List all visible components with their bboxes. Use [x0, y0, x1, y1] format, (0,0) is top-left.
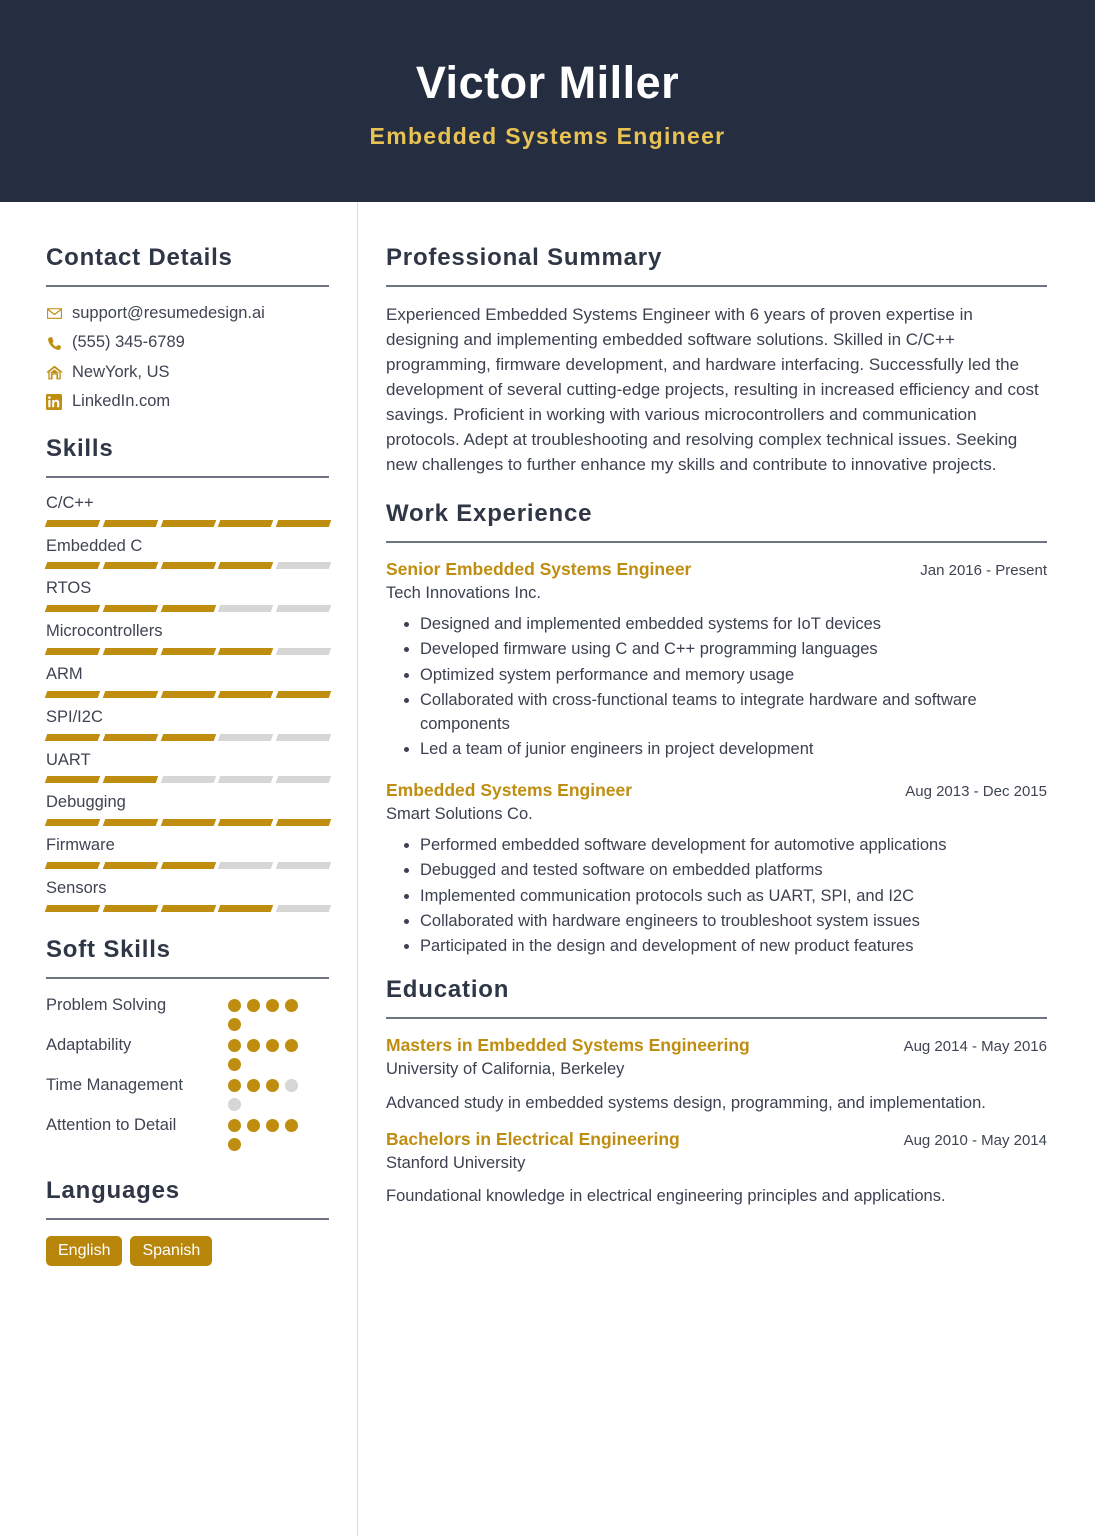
- skill-item: [46, 751, 329, 784]
- education-entry-list: [386, 1035, 1047, 1208]
- section-professional-summary: [386, 244, 1047, 478]
- skill-bar-segment: [276, 905, 331, 912]
- skill-name: UART: [46, 750, 91, 769]
- skill-bar-segment: [276, 520, 331, 527]
- skill-bar-segment: [160, 520, 215, 527]
- skill-bar-segment: [45, 648, 100, 655]
- section-heading-languages: Languages: [46, 1176, 180, 1204]
- section-divider: [386, 1017, 1047, 1019]
- skill-bar-segment: [103, 520, 158, 527]
- work-bullet: • Performed embedded software development for automotive applications: [420, 833, 1047, 857]
- skill-bar-segment: [160, 862, 215, 869]
- soft-skill-dot: [228, 1098, 241, 1111]
- skill-name: SPI/I2C: [46, 707, 103, 726]
- work-bullet: • Participated in the design and development of new product features: [420, 934, 1047, 958]
- section-heading-soft-skills: Soft Skills: [46, 935, 171, 963]
- soft-skills-list: [46, 995, 329, 1151]
- skill-name: Firmware: [46, 836, 115, 855]
- phone-icon: [46, 335, 72, 352]
- soft-skill-dot: [247, 1039, 260, 1052]
- skill-bar-segment: [276, 734, 331, 741]
- contact-item[interactable]: [46, 362, 329, 383]
- section-education: [386, 976, 1047, 1208]
- skill-item: [46, 494, 329, 527]
- work-entry-list: [386, 559, 1047, 958]
- soft-skill-rating: [228, 1035, 304, 1071]
- soft-skill-dot: [266, 999, 279, 1012]
- main-content: [358, 202, 1095, 1536]
- education-date-range: Aug 2010 - May 2014: [903, 1131, 1047, 1149]
- skill-level-bar: [46, 691, 330, 698]
- education-entry-header: [386, 1035, 1047, 1057]
- section-divider: [46, 285, 329, 287]
- skill-bar-segment: [103, 862, 158, 869]
- work-entry-header: [386, 780, 1047, 802]
- soft-skill-dot: [228, 1058, 241, 1071]
- skill-item: [46, 708, 329, 741]
- skill-item: [46, 836, 329, 869]
- skill-bar-segment: [276, 776, 331, 783]
- section-languages: [46, 1177, 329, 1267]
- soft-skill-dot: [247, 999, 260, 1012]
- work-bullet: • Collaborated with cross-functional teams to integrate hardware and software components: [420, 688, 1047, 737]
- soft-skill-dot: [228, 1039, 241, 1052]
- education-school: Stanford University: [386, 1153, 526, 1172]
- skill-bar-segment: [45, 862, 100, 869]
- soft-skill-name: Time Management: [46, 1075, 183, 1094]
- soft-skill-name: Problem Solving: [46, 995, 167, 1014]
- envelope-icon: [46, 305, 72, 322]
- work-entry: [386, 780, 1047, 959]
- section-heading-education: Education: [386, 976, 510, 1004]
- skill-bar-segment: [160, 819, 215, 826]
- soft-skill-dot: [228, 1018, 241, 1031]
- work-bullet: • Designed and implemented embedded systems for IoT devices: [420, 612, 1047, 636]
- skill-bar-segment: [276, 562, 331, 569]
- education-entry: [386, 1129, 1047, 1209]
- soft-skill-dot: [266, 1039, 279, 1052]
- skill-bar-segment: [103, 562, 158, 569]
- skill-bar-segment: [103, 776, 158, 783]
- skill-bar-segment: [160, 562, 215, 569]
- work-date-range: Jan 2016 - Present: [920, 561, 1047, 579]
- skill-bar-segment: [218, 905, 273, 912]
- contact-item-text: LinkedIn.com: [72, 392, 171, 411]
- work-bullet-list: [386, 833, 1047, 958]
- home-icon: [46, 364, 72, 381]
- work-bullet-list: [386, 612, 1047, 762]
- skill-bar-segment: [218, 605, 273, 612]
- contact-list: [46, 303, 329, 413]
- resume-header: [0, 0, 1095, 202]
- section-heading-contact: Contact Details: [46, 244, 233, 271]
- skill-bar-segment: [218, 648, 273, 655]
- soft-skill-rating: [228, 1075, 304, 1111]
- soft-skill-dot: [228, 1138, 241, 1151]
- soft-skill-item: [46, 995, 329, 1031]
- section-soft-skills: [46, 936, 329, 1151]
- skill-bar-segment: [218, 691, 273, 698]
- skill-name: Embedded C: [46, 536, 143, 555]
- header-job-title: Embedded Systems Engineer: [369, 123, 726, 150]
- skill-level-bar: [46, 776, 330, 783]
- soft-skill-dot: [228, 1079, 241, 1092]
- skill-bar-segment: [160, 691, 215, 698]
- skill-bar-segment: [103, 734, 158, 741]
- soft-skill-dot: [266, 1079, 279, 1092]
- skill-level-bar: [46, 648, 330, 655]
- skill-bar-segment: [103, 691, 158, 698]
- education-entry: [386, 1035, 1047, 1115]
- skill-bar-segment: [276, 605, 331, 612]
- soft-skill-dot: [247, 1119, 260, 1132]
- work-bullet: • Collaborated with hardware engineers to troubleshoot system issues: [420, 909, 1047, 933]
- skill-bar-segment: [218, 819, 273, 826]
- skill-bar-segment: [160, 734, 215, 741]
- soft-skill-dot: [285, 1079, 298, 1092]
- education-degree: Masters in Embedded Systems Engineering: [386, 1035, 750, 1056]
- skill-bar-segment: [276, 862, 331, 869]
- contact-item[interactable]: [46, 391, 329, 412]
- work-company: Smart Solutions Co.: [386, 804, 533, 823]
- skill-bar-segment: [45, 819, 100, 826]
- section-work-experience: [386, 500, 1047, 958]
- section-heading-summary: Professional Summary: [386, 244, 663, 271]
- skill-level-bar: [46, 819, 330, 826]
- skill-name: Sensors: [46, 878, 107, 897]
- work-date-range: Aug 2013 - Dec 2015: [905, 782, 1047, 800]
- skill-name: ARM: [46, 664, 83, 683]
- skill-level-bar: [46, 605, 330, 612]
- contact-item-text: (555) 345-6789: [72, 333, 185, 352]
- work-job-title: Embedded Systems Engineer: [386, 779, 633, 800]
- work-job-title: Senior Embedded Systems Engineer: [386, 558, 692, 579]
- skill-name: RTOS: [46, 579, 92, 598]
- contact-item-text: support@resumedesign.ai: [72, 304, 265, 322]
- skill-bar-segment: [45, 605, 100, 612]
- skill-item: [46, 879, 329, 912]
- skill-bar-segment: [218, 862, 273, 869]
- soft-skill-dot: [228, 999, 241, 1012]
- skill-item: [46, 622, 329, 655]
- skill-level-bar: [46, 734, 330, 741]
- skill-bar-segment: [276, 819, 331, 826]
- skill-level-bar: [46, 562, 330, 569]
- soft-skill-dot: [285, 1039, 298, 1052]
- education-entry-header: [386, 1129, 1047, 1151]
- skill-bar-segment: [103, 648, 158, 655]
- section-heading-work: Work Experience: [386, 499, 593, 527]
- soft-skill-dot: [285, 1119, 298, 1132]
- skill-level-bar: [46, 520, 330, 527]
- contact-item[interactable]: [46, 303, 329, 324]
- soft-skill-dot: [266, 1119, 279, 1132]
- education-degree: Bachelors in Electrical Engineering: [386, 1128, 680, 1149]
- work-bullet: • Led a team of junior engineers in project development: [420, 737, 1047, 761]
- skill-item: [46, 579, 329, 612]
- soft-skill-item: [46, 1075, 329, 1111]
- work-entry-header: [386, 559, 1047, 581]
- skill-bar-segment: [103, 605, 158, 612]
- skill-bar-segment: [160, 776, 215, 783]
- skill-bar-segment: [103, 905, 158, 912]
- soft-skill-dot: [285, 999, 298, 1012]
- skill-item: [46, 665, 329, 698]
- section-divider: [386, 541, 1047, 543]
- skill-bar-segment: [218, 776, 273, 783]
- skill-item: [46, 793, 329, 826]
- soft-skill-name: Attention to Detail: [46, 1115, 177, 1134]
- section-divider: [46, 1218, 329, 1220]
- work-bullet: • Optimized system performance and memory usage: [420, 663, 1047, 687]
- education-school: University of California, Berkeley: [386, 1060, 625, 1079]
- soft-skill-item: [46, 1035, 329, 1071]
- skill-bar-segment: [218, 734, 273, 741]
- soft-skill-item: [46, 1115, 329, 1151]
- skill-bar-segment: [45, 520, 100, 527]
- skill-item: [46, 537, 329, 570]
- skill-bar-segment: [103, 819, 158, 826]
- language-tags: [46, 1236, 329, 1267]
- contact-item[interactable]: [46, 332, 329, 353]
- contact-item-text: NewYork, US: [72, 362, 170, 381]
- skill-name: Debugging: [46, 793, 126, 812]
- soft-skill-name: Adaptability: [46, 1035, 132, 1054]
- work-bullet: • Developed firmware using C and C++ programming languages: [420, 637, 1047, 661]
- education-date-range: Aug 2014 - May 2016: [903, 1038, 1047, 1056]
- skill-bar-segment: [45, 691, 100, 698]
- work-entry: [386, 559, 1047, 762]
- language-tag[interactable]: Spanish: [130, 1236, 212, 1267]
- page-title: Victor Miller: [415, 56, 680, 108]
- skill-bar-segment: [160, 605, 215, 612]
- skill-bar-segment: [45, 776, 100, 783]
- skill-bar-segment: [45, 905, 100, 912]
- work-bullet: • Debugged and tested software on embedded platforms: [420, 858, 1047, 882]
- skill-bar-segment: [218, 520, 273, 527]
- section-contact-details: [46, 244, 329, 413]
- language-tag[interactable]: English: [46, 1236, 122, 1267]
- sidebar: [0, 202, 358, 1536]
- soft-skill-rating: [228, 1115, 304, 1151]
- work-company: Tech Innovations Inc.: [386, 583, 542, 602]
- skill-bar-segment: [45, 562, 100, 569]
- section-divider: [386, 285, 1047, 287]
- soft-skill-dot: [247, 1079, 260, 1092]
- section-skills: [46, 435, 329, 912]
- soft-skill-dot: [228, 1119, 241, 1132]
- soft-skill-rating: [228, 995, 304, 1031]
- skill-name: Microcontrollers: [46, 622, 163, 641]
- section-divider: [46, 977, 329, 979]
- skill-bar-segment: [218, 562, 273, 569]
- skill-level-bar: [46, 905, 330, 912]
- work-bullet: • Implemented communication protocols such as UART, SPI, and I2C: [420, 884, 1047, 908]
- education-description: Foundational knowledge in electrical engineering principles and applications.: [386, 1187, 946, 1206]
- resume-body: [0, 202, 1095, 1536]
- section-divider: [46, 476, 329, 478]
- skill-level-bar: [46, 862, 330, 869]
- education-description: Advanced study in embedded systems design, programming, and implementation.: [386, 1093, 986, 1112]
- skill-bar-segment: [45, 734, 100, 741]
- skill-bar-segment: [276, 648, 331, 655]
- skill-bar-segment: [160, 648, 215, 655]
- section-heading-skills: Skills: [46, 434, 114, 462]
- summary-text: Experienced Embedded Systems Engineer with 6 years of proven expertise in designing and implementing embedded software solutions. Skilled in C/C++ programming, firmware development, and hardware interfacing. Successfully led the development of several cutting-edge projects, resulting in increased efficiency and cost savings. Proficient in working with various microcontrollers and communication protocols. Adept at troubleshooting and resolving complex technical issues. Seeking new challenges to further enhance my skills and contribute to innovative projects.: [386, 305, 1039, 474]
- skill-name: C/C++: [46, 493, 94, 512]
- skill-bar-segment: [160, 905, 215, 912]
- skill-bar-segment: [276, 691, 331, 698]
- linkedin-icon: [46, 394, 72, 410]
- skills-list: [46, 494, 329, 912]
